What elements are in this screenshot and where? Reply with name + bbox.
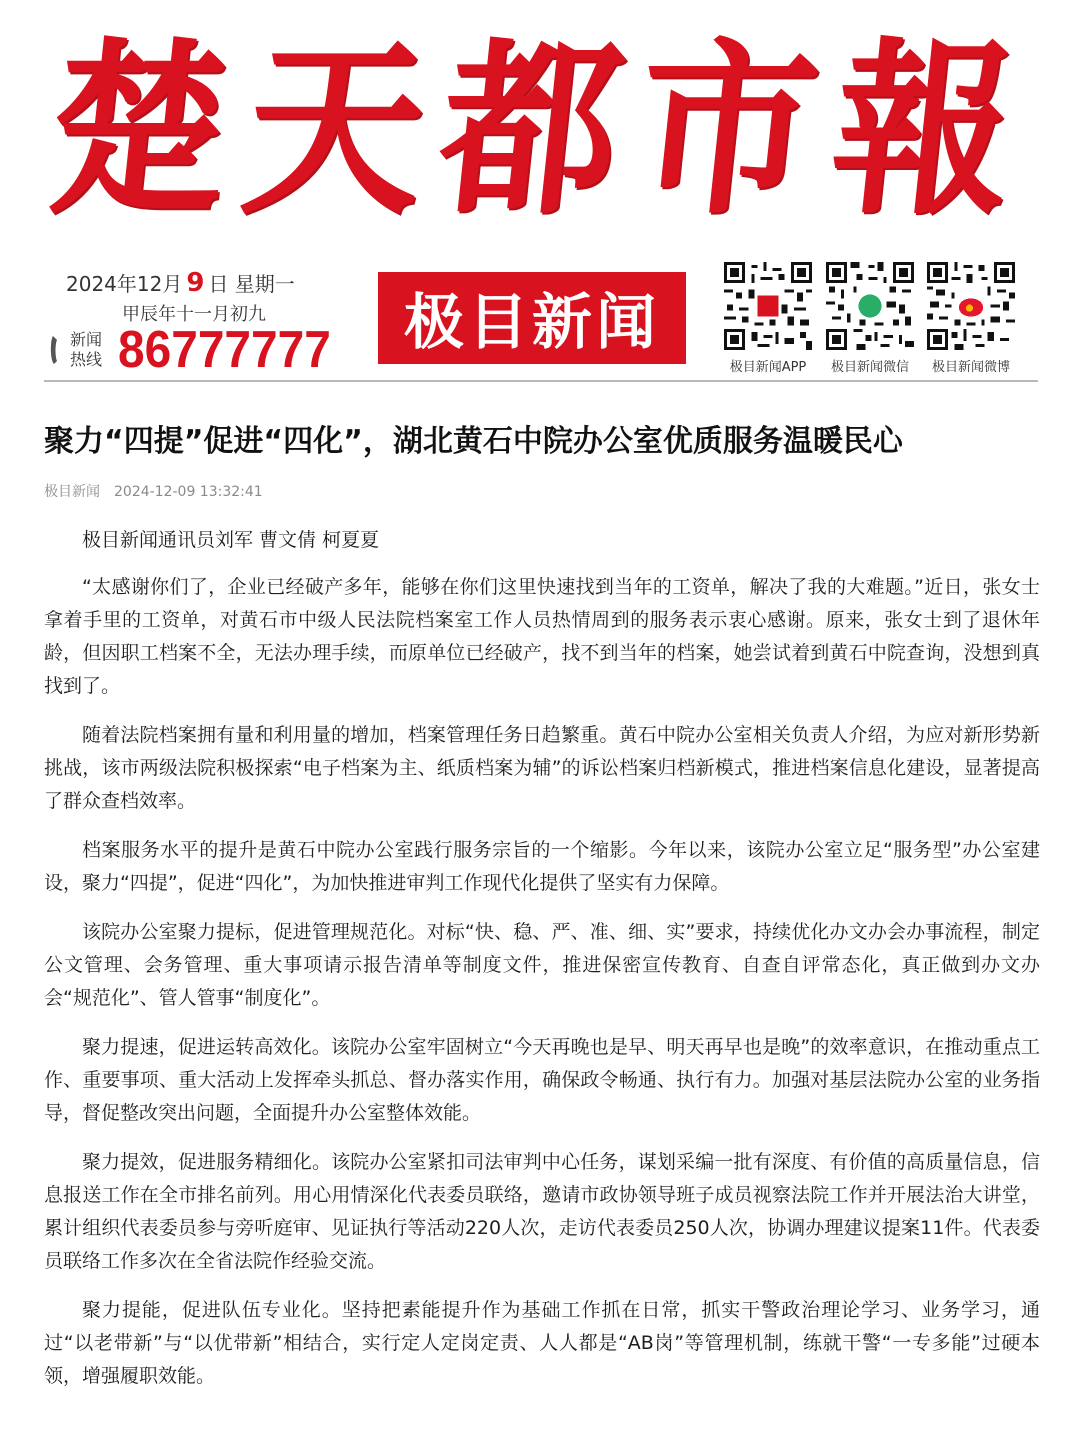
hotline-label-line1: 新闻 <box>70 330 103 349</box>
news-hotline <box>48 321 349 379</box>
hotline-number: 86777777 <box>118 321 331 379</box>
article-paragraph: 档案服务水平的提升是黄石中院办公室践行服务宗旨的一个缩影。今年以来，该院办公室立足“服务型”办公室建设，聚力“四提”，促进“四化”，为加快推进审判工作现代化提供了坚实有力保障。 <box>44 839 1040 894</box>
article-paragraph: 该院办公室聚力提标，促进管理规范化。对标“快、稳、严、准、细、实”要求，持续优化办文办会办事流程，制定公文管理、会务管理、重大事项请示报告清单等制度文件，推进保密宣传教育、自查自评常态化，真正做到办文办会“规范化”、管人管事“制度化”。 <box>44 921 1040 1009</box>
header-divider <box>44 380 1038 382</box>
article-body <box>44 524 1040 1409</box>
issue-date-month: 2024年12月 <box>66 272 183 296</box>
qr-code-icon <box>826 262 914 350</box>
qr-jimu-weibo[interactable] <box>925 262 1017 375</box>
article-byline: 极目新闻通讯员刘军 曹文倩 柯夏夏 <box>82 529 380 551</box>
qr-code-icon <box>927 262 1015 350</box>
hotline-label-line2: 热线 <box>70 350 103 369</box>
qr-jimu-app[interactable] <box>722 262 814 375</box>
issue-date-block <box>66 268 366 326</box>
masthead-banner <box>0 0 1080 250</box>
article-paragraph: 随着法院档案拥有量和利用量的增加，档案管理任务日趋繁重。黄石中院办公室相关负责人介绍，为应对新形势新挑战，该市两级法院积极探索“电子档案为主、纸质档案为辅”的诉讼档案归档新模式，推进档案信息化建设，显著提高了群众查档效率。 <box>44 724 1040 812</box>
article-paragraph: 聚力提效，促进服务精细化。该院办公室紧扣司法审判中心任务，谋划采编一批有深度、有价值的高质量信息，信息报送工作在全市排名前列。用心用情深化代表委员联络，邀请市政协领导班子成员视察法院工作并开展法治大讲堂，累计组织代表委员参与旁听庭审、见证执行等活动220人次，走访代表委员250人次，协调办理建议提案11件。代表委员联络工作多次在全省法院作经验交流。 <box>44 1151 1040 1272</box>
issue-date-weekday: 日 星期一 <box>208 272 295 296</box>
hotline-label <box>70 330 110 370</box>
wechat-icon <box>858 294 881 317</box>
article-timestamp: 2024-12-09 13:32:41 <box>114 484 263 500</box>
brand-label: 极目新闻 <box>404 288 660 358</box>
qr-jimu-wechat[interactable] <box>824 262 916 375</box>
jimu-app-icon <box>757 295 778 316</box>
qr-label: 极目新闻微信 <box>830 360 909 375</box>
phone-icon <box>48 330 66 370</box>
article-paragraph: “太感谢你们了，企业已经破产多年，能够在你们这里快速找到当年的工资单，解决了我的大难题。”近日，张女士拿着手里的工资单，对黄石市中级人民法院档案室工作人员热情周到的服务表示衷心感谢。原来，张女士到了退休年龄，但因职工档案不全，无法办理手续，而原单位已经破产，找不到当年的档案，她尝试着到黄石中院查询，没想到真找到了。 <box>44 576 1040 697</box>
qr-code-icon <box>724 262 812 350</box>
article-paragraph: 聚力提速，促进运转高效化。该院办公室牢固树立“今天再晚也是早、明天再早也是晚”的效率意识，在推动重点工作、重要事项、重大活动上发挥牵头抓总、督办落实作用，确保政令畅通、执行有力。加强对基层法院办公室的业务指导，督促整改突出问题，全面提升办公室整体效能。 <box>44 1036 1040 1124</box>
article-meta <box>44 481 263 501</box>
article-paragraph: 聚力提能，促进队伍专业化。坚持把素能提升作为基础工作抓在日常，抓实干警政治理论学习、业务学习，通过“以老带新”与“以优带新”相结合，实行定人定岗定责、人人都是“AB岗”等管理机制，练就干警“一专多能”过硬本领，增强履职效能。 <box>44 1299 1040 1387</box>
issue-date <box>66 268 366 298</box>
qr-label: 极目新闻APP <box>729 360 807 375</box>
newspaper-logo: 楚天都市報 <box>38 19 1042 240</box>
lunar-date: 甲辰年十一月初九 <box>122 304 266 325</box>
issue-date-day: 9 <box>186 268 205 298</box>
article-source: 极目新闻 <box>44 484 100 500</box>
jimu-news-brand <box>378 272 686 364</box>
article-title: 聚力“四提”促进“四化”，湖北黄石中院办公室优质服务温暖民心 <box>44 424 903 459</box>
qr-label: 极目新闻微博 <box>931 360 1010 375</box>
